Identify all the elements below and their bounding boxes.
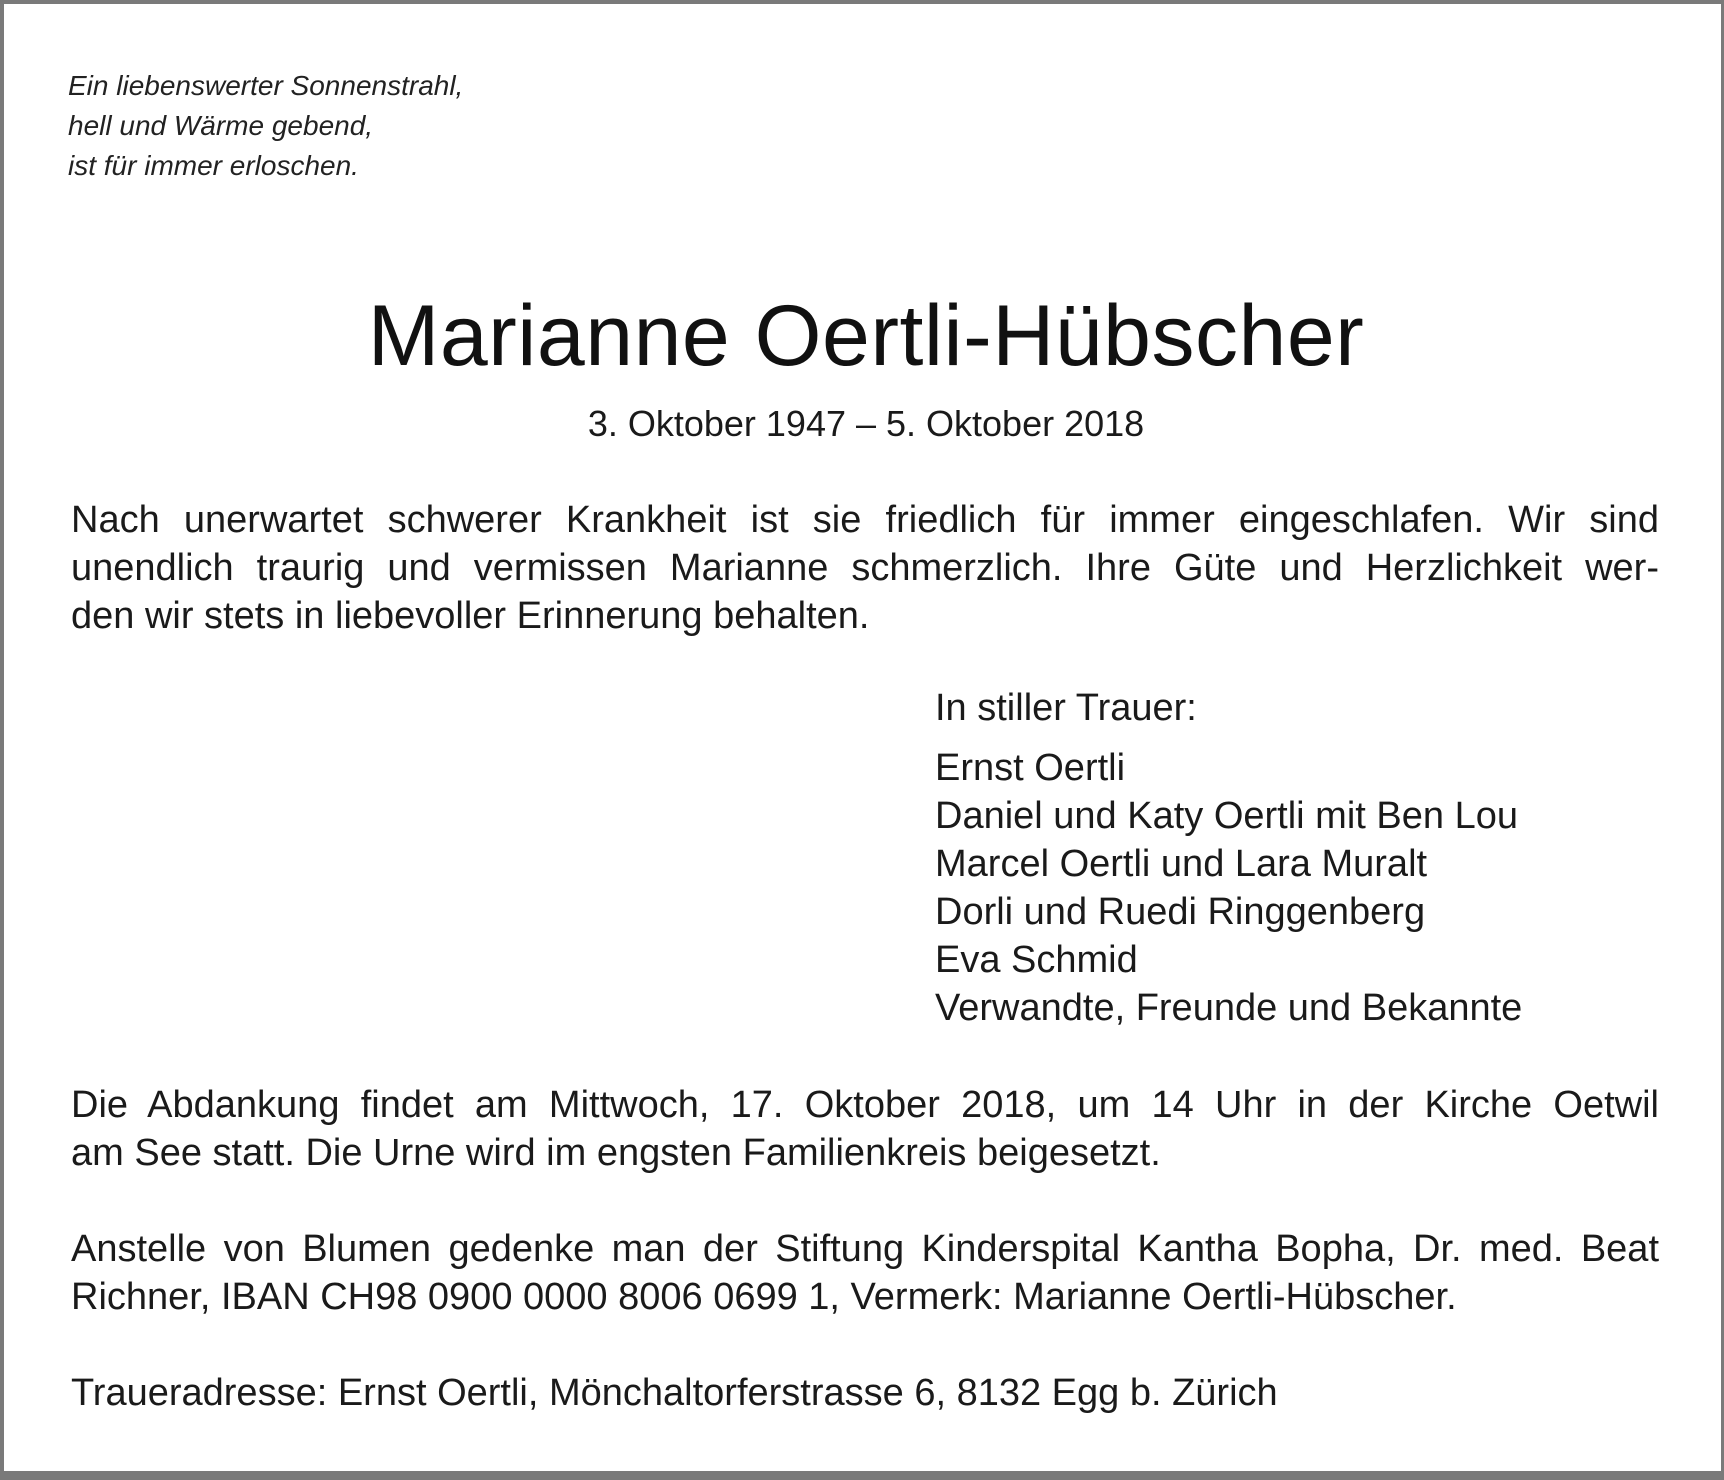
mourners-heading: In stiller Trauer:	[935, 687, 1197, 729]
motto-verse	[68, 66, 463, 186]
mourner-name: Eva Schmid	[935, 939, 1138, 981]
deceased-name: Marianne Oertli-Hübscher	[367, 288, 1365, 384]
paragraph-line: am See statt. Die Urne wird im engsten Familienkreis beigesetzt.	[71, 1132, 1161, 1174]
mourning-address	[71, 1369, 1659, 1417]
mourner-name: Ernst Oertli	[935, 747, 1126, 789]
paragraph-line: unendlich traurig und vermissen Marianne schmerzlich. Ihre Güte und Herzlichkeit wer-	[71, 547, 1659, 589]
motto-line: Ein liebenswerter Sonnenstrahl,	[68, 70, 464, 101]
mourner-name: Daniel und Katy Oertli mit Ben Lou	[935, 795, 1518, 837]
motto-line: hell und Wärme gebend,	[68, 110, 374, 141]
life-dates: 3. Oktober 1947 – 5. Oktober 2018	[587, 403, 1145, 444]
paragraph-line: Die Abdankung findet am Mittwoch, 17. Oktober 2018, um 14 Uhr in der Kirche Oetwil	[71, 1084, 1659, 1126]
paragraph-line: Nach unerwartet schwerer Krankheit ist sie friedlich für immer eingeschlafen. Wir sind	[71, 499, 1659, 541]
paragraph-line: den wir stets in liebevoller Erinnerung behalten.	[71, 595, 870, 637]
funeral-service-paragraph	[71, 1081, 1659, 1177]
mourner-name: Marcel Oertli und Lara Muralt	[935, 843, 1428, 885]
motto-line: ist für immer erloschen.	[68, 150, 359, 181]
donation-paragraph	[71, 1225, 1659, 1321]
paragraph-line: Richner, IBAN CH98 0900 0000 8006 0699 1, Vermerk: Marianne Oertli-Hübscher.	[71, 1276, 1457, 1318]
mourner-name: Dorli und Ruedi Ringgenberg	[935, 891, 1426, 933]
mourner-name: Verwandte, Freunde und Bekannte	[935, 987, 1523, 1029]
condolence-paragraph	[71, 496, 1659, 640]
paragraph-line: Anstelle von Blumen gedenke man der Stiftung Kinderspital Kantha Bopha, Dr. med. Beat	[71, 1228, 1659, 1270]
mourners-list	[935, 684, 1522, 1032]
address-line: Traueradresse: Ernst Oertli, Mönchaltorferstrasse 6, 8132 Egg b. Zürich	[71, 1372, 1278, 1414]
